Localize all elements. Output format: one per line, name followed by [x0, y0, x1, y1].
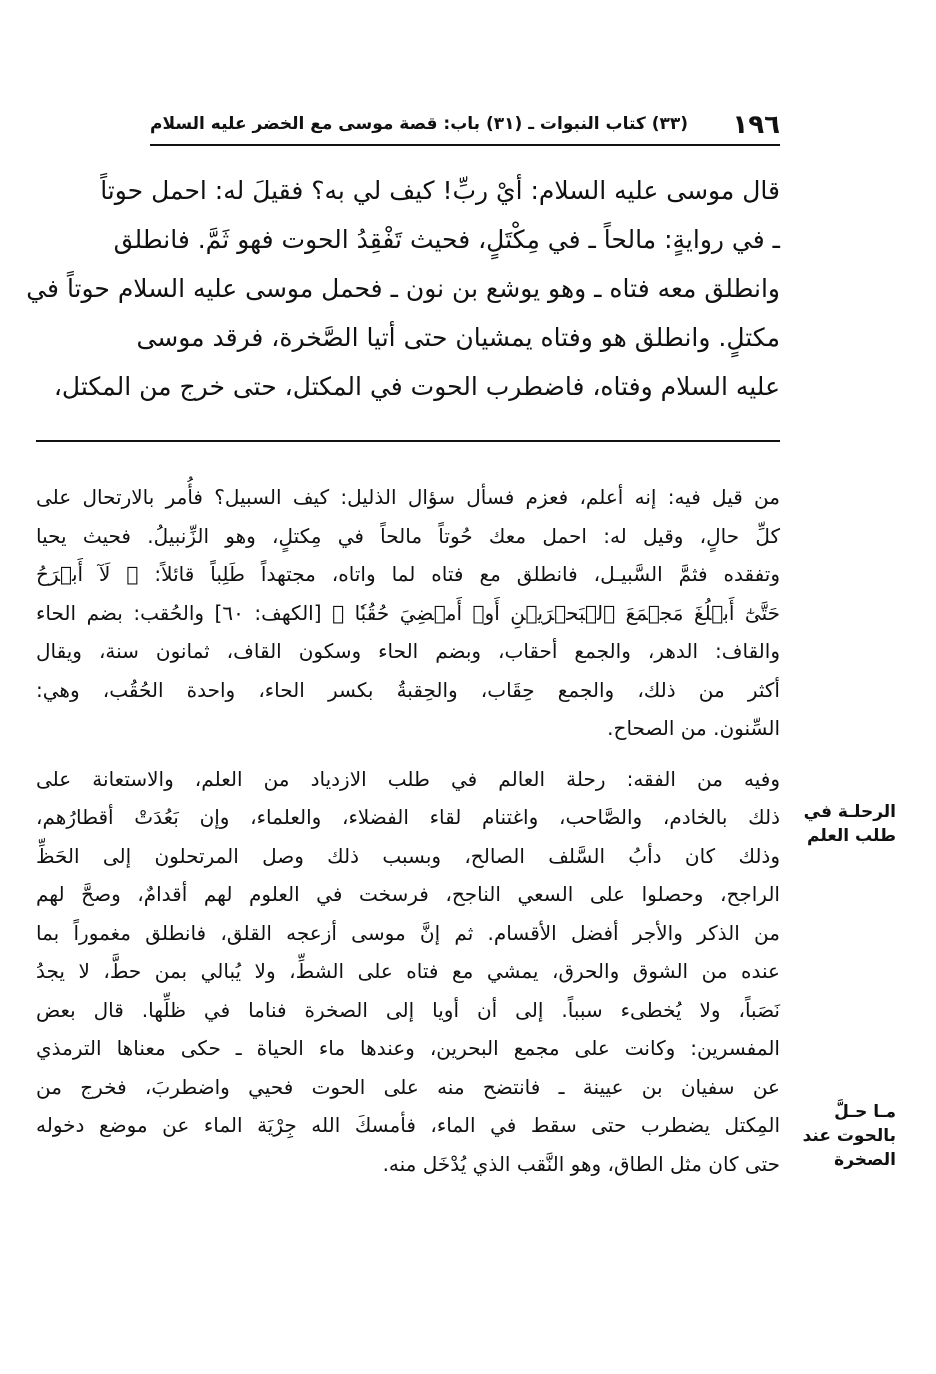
header-rule [150, 144, 780, 146]
margin-note-line: مـا حـلَّ [834, 1102, 896, 1122]
commentary-line: ذلك بالخادم، والصَّاحب، واغتنام لقاء الفضلاء، والعلماء، وإن بَعُدَتْ أقطارُهم، [36, 805, 780, 829]
commentary-line: عنده من الشوق والحرق، يمشي مع فتاه على الشطِّ، ولا يُبالي بمن حطَّ، لا يجدُ [36, 959, 780, 983]
margin-note-knowledge-journey [796, 800, 896, 848]
hadith-line: قال موسى عليه السلام: أيْ ربِّ! كيف لي به؟ فقيلَ له: احمل حوتاً [100, 176, 780, 205]
paragraph-gap [36, 748, 780, 760]
page-header [150, 104, 780, 144]
commentary-line: كلِّ حالٍ، وقيل له: احمل معك حُوتاً مالحاً في مِكتلٍ، وهو الزِّنبيلُ. فحيث يحيا [36, 523, 780, 548]
commentary-line: السِّنون. من الصحاح. [607, 716, 780, 740]
margin-note-fish-at-rock [796, 1100, 896, 1172]
commentary-line: نَصَباً، ولا يُخطىء سبباً. إلى أن أويا إلى الصخرة فناما في ظلِّها. قال بعض [36, 997, 780, 1022]
commentary-line: المفسرين: وكانت على مجمع البحرين، وعندها ماء الحياة ـ حكى معناها الترمذي [36, 1036, 780, 1060]
margin-note-line: الرحلـة في [803, 802, 896, 822]
page-number: ١٩٦ [732, 110, 780, 140]
commentary-line: عن سفيان بن عيينة ـ فانتضح منه على الحوت فحيي واضطربَ، فخرج من [36, 1074, 780, 1099]
commentary-line: من قيل فيه: إنه أعلم، فعزم فسأل سؤال الذليل: كيف السبيل؟ فأُمر بالارتحال على [36, 485, 780, 509]
commentary-line: وفيه من الفقه: رحلة العالم في طلب الازدياد من العلم، والاستعانة على [36, 766, 780, 791]
commentary-line: وتفقده فثمَّ السَّبيـل، فانطلق مع فتاه لما واتاه، مجتهداً طَلِباً قائلاً: ﴿ لَآ أَبۡرَحُ [36, 562, 780, 586]
commentary-line: حَتَّىٰٓ أَبۡلُغَ مَجۡمَعَ ٱلۡبَحۡرَيۡنِ أَوۡ أَمۡضِيَ حُقُبٗا ﴾ [الكهف: ٦٠] والحُقب: بضم الحاء [36, 600, 780, 625]
commentary-line: أكثر من ذلك، والجمع حِقَاب، والحِقبةُ بكسر الحاء، واحدة الحُقُب، وهي: [36, 677, 780, 702]
commentary-line: المِكتل يضطرب حتى سقط في الماء، فأمسكَ الله جِرْيَة الماء عن موضع دخوله [36, 1113, 780, 1137]
margin-note-line: طلب العلم [807, 826, 896, 846]
commentary-line: من الذكر والأجر أفضل الأقسام. ثم إنَّ موسى أزعجه القلق، فانطلق مغموراً بما [36, 920, 780, 945]
hadith-line: عليه السلام وفتاه، فاضطرب الحوت في المكتل، حتى خرج من المكتل، [53, 372, 780, 401]
commentary-line: وذلك كان دأبُ السَّلف الصالح، وبسبب ذلك وصل المرتحلون إلى الحَظِّ [36, 843, 780, 868]
hadith-text [26, 166, 780, 411]
hadith-line: مكتلٍ. وانطلق هو وفتاه يمشيان حتى أتيا الصَّخرة، فرقد موسى [136, 323, 780, 352]
margin-note-line: بالحوت عند [802, 1126, 896, 1146]
hadith-line: وانطلق معه فتاه ـ وهو يوشع بن نون ـ فحمل موسى عليه السلام حوتاً في [26, 274, 780, 303]
commentary-line: الراجح، وحصلوا على السعي الناجح، فرسخت في العلوم لهم أقدامٌ، وصحَّ لهم [36, 882, 780, 906]
commentary-line: والقاف: الدهر، والجمع أحقاب، وبضم الحاء وسكون القاف، ثمانون سنة، ويقال [36, 639, 780, 663]
commentary-separator [36, 440, 780, 442]
commentary [36, 478, 780, 1183]
running-title: (٣٣) كتاب النبوات ـ (٣١) باب: قصة موسى مع الخضر عليه السلام [150, 114, 689, 134]
margin-note-line: الصخرة [834, 1150, 896, 1170]
hadith-line: ـ في روايةٍ: مالحاً ـ في مِكْتَلٍ، فحيث تَفْقِدُ الحوت فهو ثَمَّ. فانطلق [113, 225, 780, 254]
commentary-line: حتى كان مثل الطاق، وهو النَّقب الذي يُدْخَل منه. [382, 1151, 780, 1176]
